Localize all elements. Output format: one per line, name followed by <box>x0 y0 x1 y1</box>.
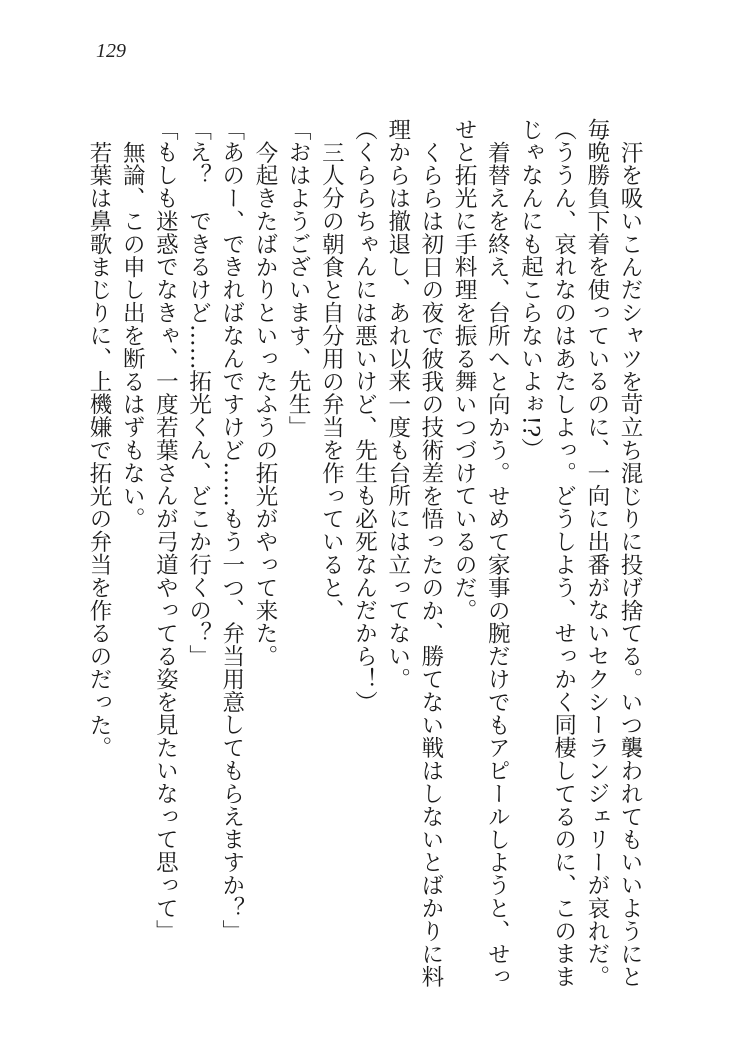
text-line: 三人分の朝食と自分用の弁当を作っていると、 <box>318 140 345 622</box>
text-line: 無論、この申し出を断るはずもない。 <box>119 140 146 530</box>
text-line: 理からは撤退し、あれ以来一度も台所には立ってない。 <box>384 118 411 691</box>
text-line: 今起きたばかりといったふうの拓光がやって来た。 <box>251 140 278 668</box>
text-line: くららは初日の夜で彼我の技術差を悟ったのか、勝てない戦はしないとばかりに料 <box>417 140 444 988</box>
text-line: せと拓光に手料理を振る舞いつづけているのだ。 <box>451 118 478 622</box>
text-line: 「あのー、できればなんですけど……もう一つ、弁当用意してもらえますか？」 <box>218 118 245 943</box>
text-line: 毎晩勝負下着を使っているのに、一向に出番がないセクシーランジェリーが哀れだ。 <box>583 118 610 989</box>
body-text <box>76 118 646 998</box>
text-line: 「おはようございます、先生」 <box>285 118 312 439</box>
text-line: じゃなんにも起こらないよぉ!?） <box>517 118 544 461</box>
text-line: 汗を吸いこんだシャツを苛立ち混じりに投げ捨てる。いつ襲われてもいいようにと <box>617 140 643 988</box>
text-line: （ううん、哀れなのはあたしよっ。どうしよう、せっかく同棲してるのに、このまま <box>550 118 577 989</box>
text-line: 「え？ できるけど……拓光くん、どこか行くの？」 <box>185 118 212 668</box>
text-line: 若葉は鼻歌まじりに、上機嫌で拓光の弁当を作るのだった。 <box>86 140 112 759</box>
text-line: （くららちゃんには悪いけど、先生も必死なんだから！） <box>351 118 378 714</box>
page-number: 129 <box>96 40 126 62</box>
text-line: 「もしも迷惑でなきゃ、一度若葉さんが弓道やってる姿を見たいなって思って」 <box>152 118 179 943</box>
text-line: 着替えを終え、台所へと向かう。せめて家事の腕だけでもアピールしようと、せっ <box>484 140 511 988</box>
